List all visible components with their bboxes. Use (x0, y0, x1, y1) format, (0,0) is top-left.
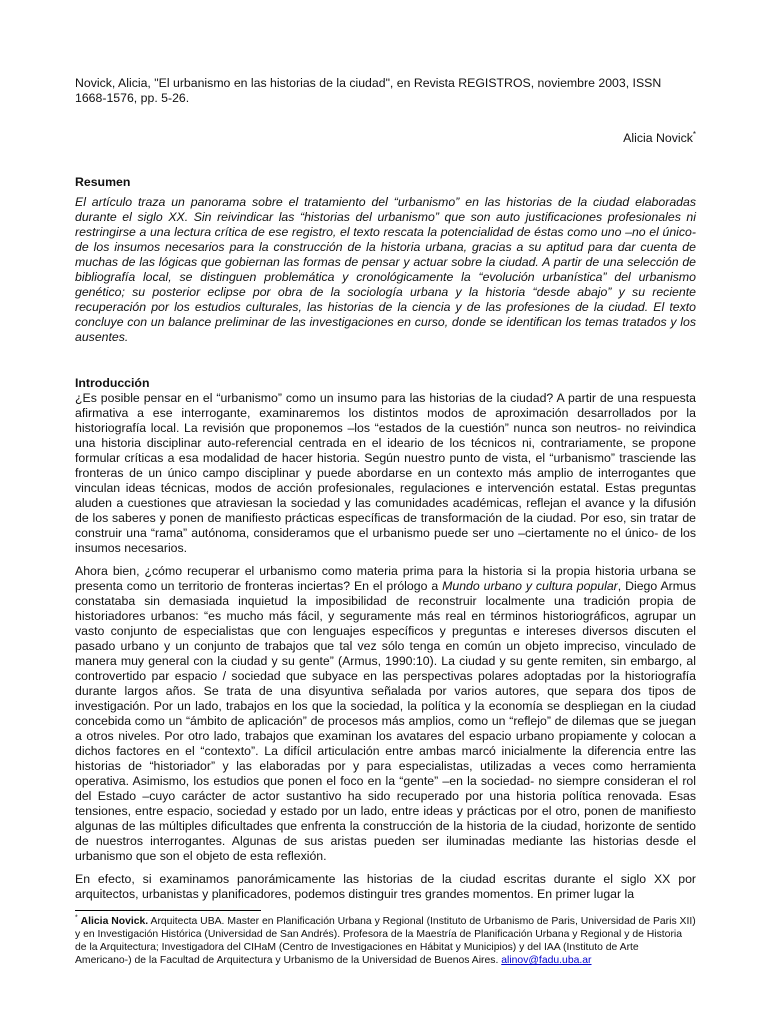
author-footnote-mark[interactable]: * (692, 129, 696, 139)
intro-paragraph-2 (75, 564, 696, 864)
intro-paragraph-1: ¿Es posible pensar en el “urbanismo” como un insumo para las historias de la ciudad? A partir de una respuesta afirmativa a ese interrogante, examinaremos los distintos modos de aproximación desarrollados por la historiografía local. La revisión que proponemos –los “estados de la cuestión” nunca son neutros- no reivindica una historia disciplinar auto-referencial centrada en el ideario de los técnicos ni, contrariamente, se propone formular críticas a esa modalidad de hacer historia. Según nuestro punto de vista, el “urbanismo” trasciende las fronteras de un único campo disciplinar y puede abordarse en un contexto más amplio de interrogantes que vinculan ideas técnicas, modos de acción profesionales, regulaciones e intervención estatal. Estas preguntas aluden a cuestiones que atraviesan la sociedad y las comunidades académicas, reflejan el avance y la difusión de los saberes y ponen de manifiesto prácticas específicas de transformación de la ciudad. Por eso, sin tratar de construir una “rama” autónoma, consideramos que el urbanismo puede ser uno –ciertamente no el único- de los insumos necesarios. (75, 391, 696, 555)
author-name: Alicia Novick (623, 131, 693, 145)
footnote-author-name: Alicia Novick. (80, 916, 149, 927)
intro-paragraph-2-rest: , Diego Armus constataba sin demasiada inquietud la imposibilidad de reconstruir localmente una tradición propia de historiadores urbanos: “es mucho más fácil, y seguramente más real en términos historiográficos, agrupar un vasto conjunto de especialistas que con lenguajes específicos y preguntas e intereses diversos discuten el pasado urbano y un conjunto de trabajos que tal vez sólo tenga en común un objeto impreciso, vinculado de manera muy general con la ciudad y su gente” (Armus, 1990:10). La ciudad y su gente remiten, sin embargo, al controvertido par espacio / sociedad que subyace en las perspectivas polares adoptadas por la historiografía durante largos años. Se trata de una disyuntiva señalada por varios autores, que separa dos tipos de investigación. Por un lado, trabajos en los que la sociedad, la política y la economía se despliegan en la ciudad concebida como un “ámbito de aplicación” de procesos más amplios, como un “reflejo” de dilemas que se juegan a otros niveles. Por otro lado, trabajos que examinan los avatares del espacio urbano propiamente y colocan a dichos factores en el “contexto”. La difícil articulación entre ambas marcó inicialmente la diferencia entre las historias de “historiador” y las elaboradas por y para especialistas, utilizadas a veces como herramienta operativa. Asimismo, los estudios que ponen el foco en la “gente” –en la sociedad- no siempre consideran el rol del Estado –cuyo carácter de actor sustantivo ha sido recuperado por una historia política renovada. Esas tensiones, entre espacio, sociedad y estado por un lado, entre ideas y prácticas por el otro, ponen de manifiesto algunas de las múltiples dificultades que enfrenta la construcción de la historia de la ciudad, horizonte de sentido de nuestros interrogantes. Algunas de sus aristas pueden ser iluminadas mediante las historias desde el urbanismo que son el objeto de esta reflexión. (75, 579, 696, 863)
resumen-heading: Resumen (75, 175, 131, 189)
intro-paragraph-3: En efecto, si examinamos panorámicamente las historias de la ciudad escritas durante el siglo XX por arquitectos, urbanistas y planificadores, podemos distinguir tres grandes momentos. En primer lugar la (75, 872, 696, 901)
document-page (75, 76, 696, 967)
resumen-text: El artículo traza un panorama sobre el tratamiento del “urbanismo” en las historias de la ciudad elaboradas durante el siglo XX. Sin reivindicar las “historias del urbanismo” que son auto justificaciones profesionales ni restringirse a una lectura crítica de ese registro, el texto rescata la potencialidad de éstas como uno –no el único- de los insumos necesarios para la construcción de la historia urbana, gracias a su aptitud para dar cuenta de muchas de las lógicas que gobiernan las formas de pensar y actuar sobre la ciudad. A partir de una selección de bibliografía local, se distinguen problemática y cronológicamente la “evolución urbanística” del urbanismo genético; su posterior eclipse por obra de la sociología urbana y la historia “desde abajo” y su reciente recuperación por los estudios culturales, las historias de la ciencia y de las profesiones de la ciudad. El texto concluye con un balance preliminar de las investigaciones en curso, donde se identifican los temas tratados y los ausentes. (75, 195, 696, 344)
footnote (75, 915, 696, 967)
introduccion-heading: Introducción (75, 376, 150, 390)
footnote-text: Arquitecta UBA. Master en Planificación Urbana y Regional (Instituto de Urbanismo de Paris, Universidad de Paris XII) y en Investigación Histórica (Universidad de San Andrés). Profesora de la Maestría de Planificación Urbana y Regional y de Historia de la Arquitectura; Investigadora del CIHaM (Centro de Investigaciones en Hábitat y Municipios) y del IAA (Instituto de Arte Americano-) de la Facultad de Arquitectura y Urbanismo de la Universidad de Buenos Aires. (75, 916, 696, 966)
intro-paragraph-2-start: Ahora bien, ¿cómo recuperar el urbanismo como materia prima para la historia si la propia historia urbana se presenta como un territorio de fronteras inciertas? En el prólogo a (75, 564, 696, 593)
footnote-mark: * (75, 914, 78, 922)
book-title: Mundo urbano y cultura popular (442, 579, 618, 593)
citation: Novick, Alicia, "El urbanismo en las historias de la ciudad", en Revista REGISTROS, noviembre 2003, ISSN 1668-1576, pp. 5-26. (75, 76, 662, 105)
author-line (75, 131, 696, 146)
footnote-email-link[interactable]: alinov@fadu.uba.ar (501, 955, 592, 966)
footnote-divider (75, 910, 261, 911)
